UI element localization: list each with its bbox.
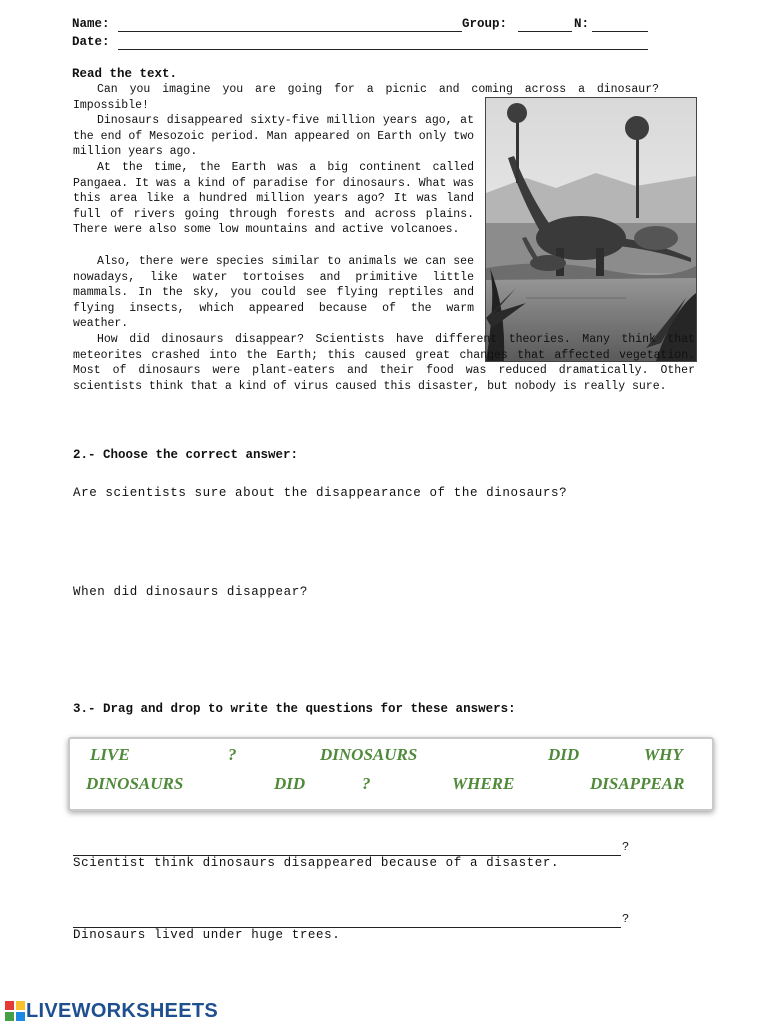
liveworksheets-logo-icon <box>4 1000 26 1022</box>
n-input-line[interactable] <box>592 31 648 32</box>
word-where[interactable]: WHERE <box>452 774 515 793</box>
answer-1: Scientist think dinosaurs disappeared because of a disaster. <box>73 856 560 870</box>
word-did[interactable]: DID <box>548 745 580 764</box>
reading-paragraph-5: How did dinosaurs disappear? Scientists have different theories. Many think that meteorites crashed into the Earth; this caused great changes that affected vegetation. Most of dinosaurs were plant-eaters and their food was reduced dramatically. Other scientists think that a kind of virus caused this disaster, but nobody is really sure. <box>73 333 695 393</box>
question-2: When did dinosaurs disappear? <box>73 585 308 599</box>
name-label: Name: <box>72 17 110 31</box>
word-live[interactable]: LIVE <box>90 745 130 764</box>
word-why[interactable]: WHY <box>644 745 683 764</box>
reading-paragraph-2: Dinosaurs disappeared sixty-five million years ago, at the end of Mesozoic period. Man appeared on Earth only two million years ago. <box>73 114 474 159</box>
section2-title: 2.- Choose the correct answer: <box>73 448 299 462</box>
liveworksheets-logo-text: LIVEWORKSHEETS <box>26 999 218 1022</box>
group-input-line[interactable] <box>518 31 572 32</box>
section3-title: 3.- Drag and drop to write the questions for these answers: <box>73 702 516 716</box>
word-did[interactable]: DID <box>274 774 306 793</box>
word-disappear[interactable]: DISAPPEAR <box>590 774 685 793</box>
name-input-line[interactable] <box>118 31 462 32</box>
n-label: N: <box>574 17 590 31</box>
word-question-mark[interactable]: ? <box>362 774 371 793</box>
question-mark-2: ? <box>622 912 630 926</box>
word-dinosaurs[interactable]: DINOSAURS <box>86 774 184 793</box>
word-dinosaurs[interactable]: DINOSAURS <box>320 745 418 764</box>
reading-paragraph-3: At the time, the Earth was a big continent called Pangaea. It was a kind of paradise for dinosaurs. What was this area like a hundred million years ago? It was land full of rivers going through forests and across plains. There were also some low mountains and active volcanoes. <box>73 161 474 237</box>
group-label: Group: <box>462 17 508 31</box>
date-input-line[interactable] <box>118 49 648 50</box>
dinosaur-landscape-illustration <box>485 97 697 362</box>
question-drop-zone-2[interactable] <box>73 913 621 928</box>
answer-2: Dinosaurs lived under huge trees. <box>73 928 341 942</box>
reading-paragraph-1: Can you imagine you are going for a picnic and coming across a dinosaur? Impossible! <box>73 83 659 112</box>
liveworksheets-logo[interactable] <box>4 998 218 1024</box>
reading-paragraph-4: Also, there were species similar to animals we can see nowadays, like water tortoises and primitive little mammals. In the sky, you could see flying reptiles and flying insects, which appeared because of the warm weather. <box>73 255 474 331</box>
word-question-mark[interactable]: ? <box>228 745 237 764</box>
word-bank <box>68 737 714 811</box>
question-mark-1: ? <box>622 840 630 854</box>
question-drop-zone-1[interactable] <box>73 841 621 856</box>
date-label: Date: <box>72 35 110 49</box>
question-1: Are scientists sure about the disappearance of the dinosaurs? <box>73 486 568 500</box>
reading-instruction: Read the text. <box>72 67 178 81</box>
